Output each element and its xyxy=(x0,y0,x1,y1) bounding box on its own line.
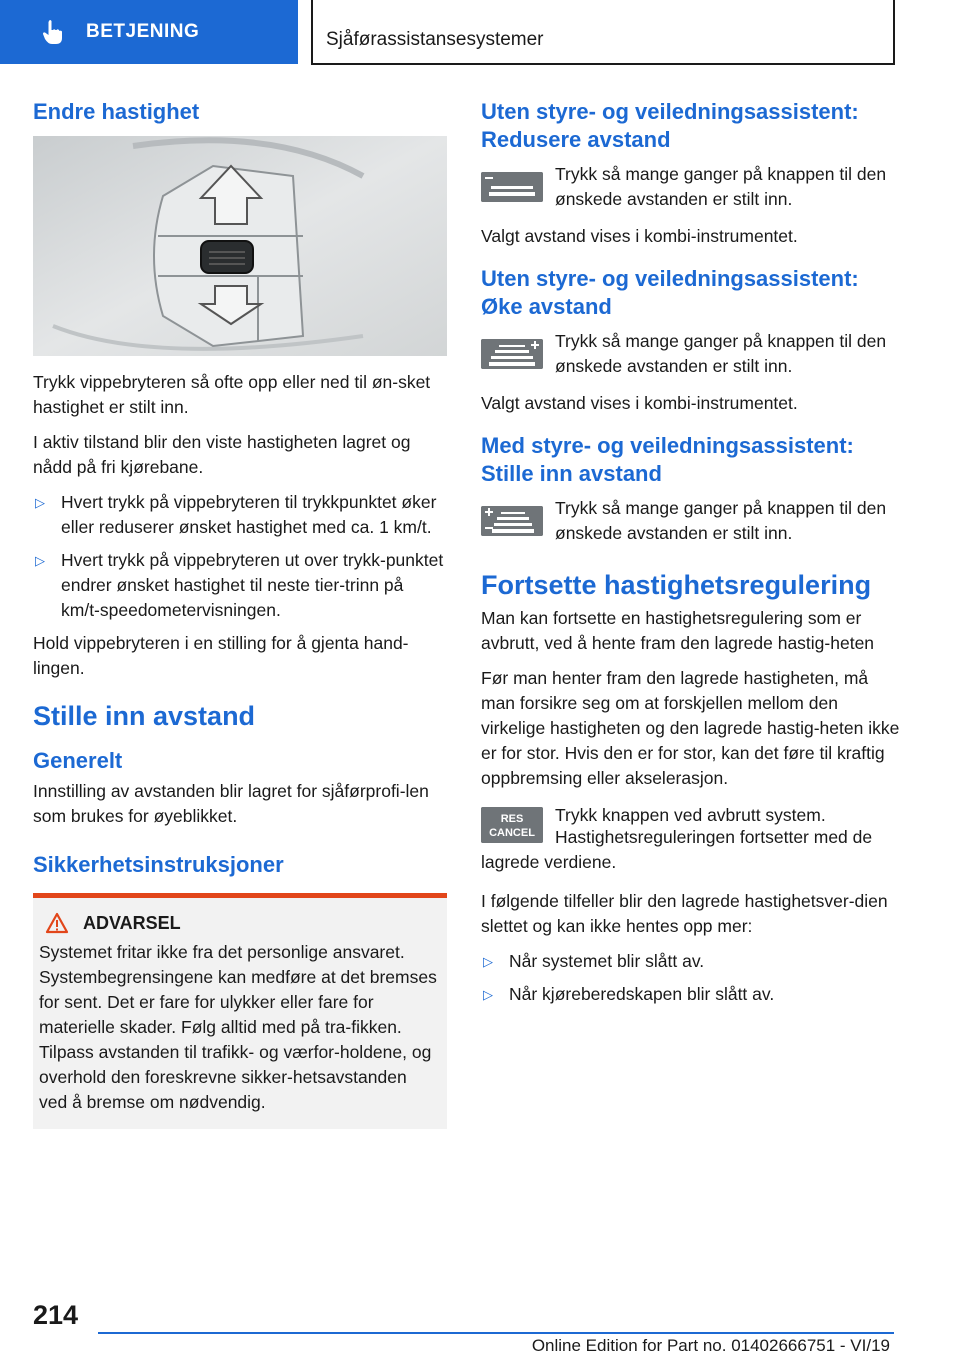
instruction-text: Trykk så mange ganger på knappen til den ønskede avstanden er stilt inn. xyxy=(555,498,887,543)
instruction-text: Trykk knappen ved avbrutt system. xyxy=(555,805,826,825)
distance-increase-icon xyxy=(481,339,543,369)
distance-adjust-icon xyxy=(481,506,543,536)
heading-stille-inn-avstand: Stille inn avstand xyxy=(33,701,256,731)
edition-text: Online Edition for Part no. 01402666751 - VI/19 xyxy=(531,1336,890,1355)
heading-generelt: Generelt xyxy=(33,748,123,773)
hand-pointer-icon xyxy=(42,19,64,45)
warning-title: ADVARSEL xyxy=(83,912,181,933)
list-item: ▷ Når kjøreberedskapen blir slått av. xyxy=(481,982,901,1007)
paragraph: I følgende tilfeller blir den lagrede hastighetsver-dien slettet og kan ikke hentes opp mer: xyxy=(481,891,888,936)
instruction-row xyxy=(481,496,901,546)
heading-endre-hastighet: Endre hastighet xyxy=(33,99,200,124)
triangle-bullet-icon: ▷ xyxy=(483,954,493,969)
chapter-tab[interactable] xyxy=(0,0,298,64)
warning-text: Systemet fritar ikke fra det personlige ansvaret. Systembegrensingene kan medføre at det bremses for sent. Det er fare for ulykker eller fare for materielle skader. Følg alltid med på tra-fikken. Tilpass avstanden til trafikk- og værfor-holdene, og overhold den foreskrevne sikker-hetsavstanden ved å bremse om nødvendig. xyxy=(39,942,437,1112)
list-item: ▷ Hvert trykk på vippebryteren ut over trykk-punktet endrer ønsket hastighet til neste tier-trinn på km/t-speedometervisningen. xyxy=(35,550,444,620)
header-underline xyxy=(311,63,895,65)
triangle-bullet-icon: ▷ xyxy=(35,553,45,568)
instruction-row xyxy=(481,162,901,212)
distance-decrease-icon xyxy=(481,172,543,202)
page-number: 214 xyxy=(33,1300,79,1330)
paragraph: Trykk vippebryteren så ofte opp eller ned til øn-sket hastighet er stilt inn. xyxy=(33,372,431,417)
heading-fortsette-hastighetsregulering: Fortsette hastighetsregulering xyxy=(481,570,872,600)
warning-header xyxy=(39,912,439,934)
cancel-label: CANCEL xyxy=(489,827,535,839)
warning-triangle-icon xyxy=(45,912,69,934)
triangle-bullet-icon: ▷ xyxy=(35,495,45,510)
heading-redusere-avstand: Uten styre- og veiledningsassistent: Redusere avstand xyxy=(481,99,859,152)
heading-oke-avstand: Uten styre- og veiledningsassistent: Øke avstand xyxy=(481,266,859,319)
paragraph: Valgt avstand vises i kombi-instrumentet. xyxy=(481,226,798,246)
steering-wheel-buttons-illustration xyxy=(33,136,447,356)
instruction-row xyxy=(481,329,901,379)
res-cancel-button-icon xyxy=(481,807,543,843)
warning-box xyxy=(33,893,447,1129)
paragraph: Før man henter fram den lagrede hastigheten, må man forsikre seg om at forskjellen mellom den virkelige hastigheten og den lagrede hastig-heten ikke er for stor. Hvis den er for stor, kan det føre til kraftig oppbremsing eller akselerasjon. xyxy=(481,668,900,788)
header-divider-right xyxy=(893,0,895,64)
paragraph: Innstilling av avstanden blir lagret for sjåførprofi-len som brukes for øyeblikket. xyxy=(33,781,429,826)
heading-sikkerhetsinstruksjoner: Sikkerhetsinstruksjoner xyxy=(33,852,284,877)
triangle-bullet-icon: ▷ xyxy=(483,987,493,1002)
chapter-tab-label: BETJENING xyxy=(86,21,200,42)
header-divider xyxy=(311,0,313,64)
bullet-list xyxy=(481,949,901,1007)
paragraph: I aktiv tilstand blir den viste hastigheten lagret og nådd på fri kjørebane. xyxy=(33,432,411,477)
left-column xyxy=(33,98,447,1129)
paragraph: Man kan fortsette en hastighetsregulering som er avbrutt, ved å hente fram den lagrede hastig-heten xyxy=(481,608,875,653)
instruction-text: Trykk så mange ganger på knappen til den ønskede avstanden er stilt inn. xyxy=(555,331,887,376)
paragraph: Valgt avstand vises i kombi-instrumentet. xyxy=(481,393,798,413)
paragraph: Hastighetsreguleringen fortsetter med de lagrede verdiene. xyxy=(481,827,873,872)
list-item: ▷ Når systemet blir slått av. xyxy=(481,949,901,974)
bullet-list xyxy=(33,490,447,623)
heading-med-styre-og-veiledningsassistent: Med styre- og veiledningsassistent: Stille inn avstand xyxy=(481,433,854,486)
res-label: RES xyxy=(500,813,524,825)
instruction-text: Trykk så mange ganger på knappen til den ønskede avstanden er stilt inn. xyxy=(555,164,887,209)
list-item: ▷ Hvert trykk på vippebryteren til trykkpunktet øker eller reduserer ønsket hastighet med ca. 1 km/t. xyxy=(35,492,437,537)
footer-rule xyxy=(98,1332,894,1334)
section-title: Sjåførassistansesystemer xyxy=(326,29,544,50)
right-column xyxy=(481,98,901,1015)
paragraph: Hold vippebryteren i en stilling for å gjenta hand-lingen. xyxy=(33,633,409,678)
